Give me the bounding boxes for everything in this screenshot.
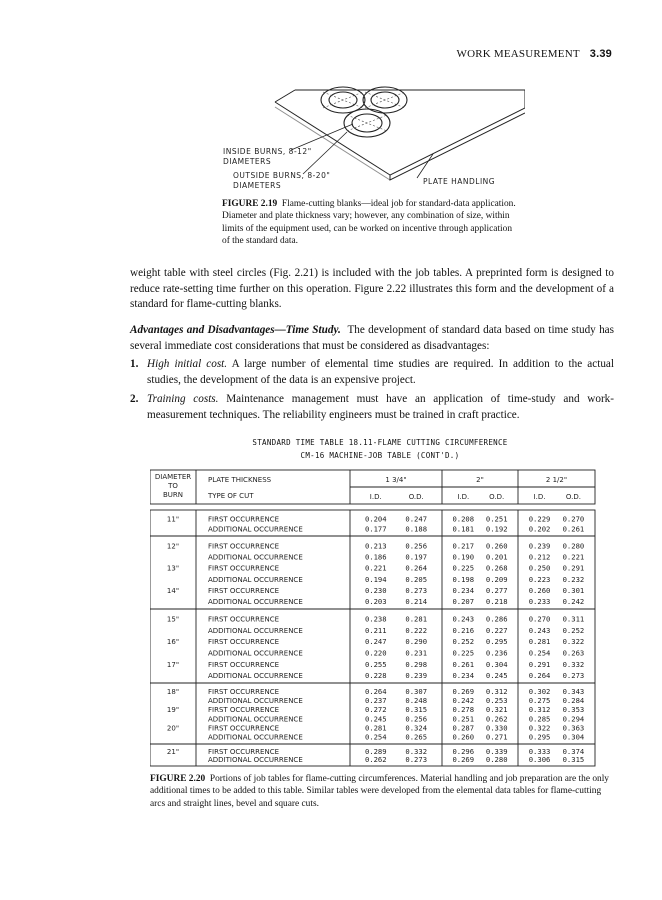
time-value-cell: 0.194 [364, 574, 387, 584]
time-value-cell: 0.295 [528, 732, 551, 742]
time-value-cell: 0.304 [485, 659, 508, 669]
callout-outside-burns: OUTSIDE BURNS, 8-20" [233, 171, 331, 180]
time-value-cell: 0.343 [562, 686, 585, 696]
time-value-cell: 0.260 [452, 732, 475, 742]
time-value-cell: 0.289 [364, 747, 387, 756]
time-value-cell: 0.264 [364, 686, 387, 696]
time-value-cell: 0.261 [452, 659, 475, 669]
time-value-cell: 0.256 [405, 541, 428, 551]
figure-2-19-illustration [205, 80, 525, 200]
time-value-cell: 0.233 [528, 597, 551, 607]
time-value-cell: 0.264 [405, 563, 428, 573]
time-value-cell: 0.333 [528, 747, 551, 756]
time-value-cell: 0.284 [562, 696, 585, 706]
time-value-cell: 0.332 [405, 747, 428, 756]
time-value-cell: 0.220 [364, 648, 387, 658]
type-of-cut-cell: FIRST OCCURRENCE [208, 638, 280, 647]
time-value-cell: 0.269 [452, 755, 475, 764]
hdr-burn: BURN [162, 491, 184, 499]
type-of-cut-cell: ADDITIONAL OCCURRENCE [208, 598, 303, 607]
time-value-cell: 0.322 [562, 637, 585, 647]
diameter-cell: 16" [166, 638, 180, 647]
time-value-cell: 0.186 [364, 552, 387, 562]
list-item-title: Training costs. [147, 393, 219, 405]
time-value-cell: 0.239 [405, 671, 428, 681]
type-of-cut-cell: ADDITIONAL OCCURRENCE [208, 626, 303, 635]
type-of-cut-cell: ADDITIONAL OCCURRENCE [208, 575, 303, 584]
time-value-cell: 0.177 [364, 524, 387, 534]
diameter-cell: 18" [166, 687, 180, 696]
time-value-cell: 0.245 [485, 671, 508, 681]
time-value-cell: 0.275 [528, 696, 551, 706]
diameter-cell: 13" [166, 564, 180, 573]
time-value-cell: 0.272 [364, 705, 387, 715]
time-value-cell: 0.211 [364, 625, 387, 635]
time-value-cell: 0.255 [364, 659, 387, 669]
hdr-plate-thickness: PLATE THICKNESS [208, 476, 272, 484]
figure-2-20-label: FIGURE 2.20 [150, 774, 206, 784]
time-value-cell: 0.271 [485, 732, 508, 742]
time-value-cell: 0.287 [452, 723, 475, 733]
thickness-header: 2" [476, 476, 484, 484]
time-value-cell: 0.262 [485, 714, 508, 724]
time-value-cell: 0.262 [364, 755, 387, 764]
type-of-cut-cell: ADDITIONAL OCCURRENCE [208, 715, 303, 724]
time-value-cell: 0.254 [528, 648, 551, 658]
time-value-cell: 0.239 [528, 541, 551, 551]
time-value-cell: 0.281 [528, 637, 551, 647]
time-value-cell: 0.208 [452, 514, 475, 524]
time-value-cell: 0.232 [562, 574, 585, 584]
col-id-header: I.D. [369, 493, 382, 501]
time-value-cell: 0.264 [528, 671, 551, 681]
type-of-cut-cell: FIRST OCCURRENCE [208, 587, 280, 596]
diameter-cell: 14" [166, 587, 180, 596]
callout-inside-diameters: DIAMETERS [223, 157, 272, 166]
diameter-cell: 19" [166, 706, 180, 715]
time-value-cell: 0.353 [562, 705, 585, 715]
table-title: STANDARD TIME TABLE 18.11-FLAME CUTTING CIRCUMFERENCE [252, 438, 508, 447]
paragraph-2-text: The development of standard data based on time study has several immediate cost considerations that must be considered as disadvantages: [130, 324, 615, 352]
time-value-cell: 0.201 [485, 552, 508, 562]
diameter-cell: 21" [166, 748, 180, 756]
time-value-cell: 0.312 [485, 686, 508, 696]
time-value-cell: 0.269 [452, 686, 475, 696]
time-value-cell: 0.234 [452, 671, 475, 681]
time-value-cell: 0.213 [364, 541, 387, 551]
figure-2-20-caption [150, 773, 610, 810]
time-value-cell: 0.304 [562, 732, 585, 742]
time-value-cell: 0.251 [452, 714, 475, 724]
time-value-cell: 0.223 [528, 574, 551, 584]
time-value-cell: 0.339 [485, 747, 508, 756]
time-value-cell: 0.238 [364, 614, 387, 624]
time-value-cell: 0.217 [452, 541, 475, 551]
time-value-cell: 0.330 [485, 723, 508, 733]
time-value-cell: 0.268 [485, 563, 508, 573]
time-value-cell: 0.273 [405, 586, 428, 596]
time-value-cell: 0.263 [562, 648, 585, 658]
time-value-cell: 0.197 [405, 552, 428, 562]
thickness-header: 2 1/2" [545, 476, 568, 484]
time-value-cell: 0.285 [528, 714, 551, 724]
time-value-cell: 0.270 [528, 614, 551, 624]
time-value-cell: 0.301 [562, 586, 585, 596]
time-value-cell: 0.181 [452, 524, 475, 534]
type-of-cut-cell: FIRST OCCURRENCE [208, 564, 280, 573]
time-value-cell: 0.188 [405, 524, 428, 534]
time-value-cell: 0.252 [562, 625, 585, 635]
section-heading: Advantages and Disadvantages—Time Study. [130, 324, 341, 336]
time-value-cell: 0.231 [405, 648, 428, 658]
time-value-cell: 0.248 [405, 696, 428, 706]
time-value-cell: 0.221 [562, 552, 585, 562]
time-value-cell: 0.321 [485, 705, 508, 715]
running-title: WORK MEASUREMENT [456, 48, 580, 60]
time-value-cell: 0.281 [364, 723, 387, 733]
time-value-cell: 0.229 [528, 514, 551, 524]
time-value-cell: 0.261 [562, 524, 585, 534]
time-value-cell: 0.280 [485, 755, 508, 764]
list-item-number: 2. [130, 393, 139, 405]
hdr-diameter: DIAMETER [154, 473, 192, 481]
type-of-cut-cell: ADDITIONAL OCCURRENCE [208, 733, 303, 742]
page-number: 3.39 [589, 48, 612, 60]
time-value-cell: 0.230 [364, 586, 387, 596]
col-id-header: I.D. [457, 493, 470, 501]
time-value-cell: 0.291 [562, 563, 585, 573]
time-value-cell: 0.214 [405, 597, 428, 607]
col-od-header: O.D. [565, 493, 581, 501]
type-of-cut-cell: ADDITIONAL OCCURRENCE [208, 697, 303, 706]
list-item-number: 1. [130, 358, 139, 370]
time-value-cell: 0.192 [485, 524, 508, 534]
diameter-cell: 17" [166, 660, 180, 669]
callout-inside-burns: INSIDE BURNS, 8-12" [223, 147, 312, 156]
type-of-cut-cell: ADDITIONAL OCCURRENCE [208, 525, 303, 534]
figure-2-19-caption [222, 198, 517, 248]
hdr-to: TO [168, 482, 178, 490]
type-of-cut-cell: FIRST OCCURRENCE [208, 615, 280, 624]
time-value-cell: 0.286 [485, 614, 508, 624]
time-value-cell: 0.324 [405, 723, 428, 733]
time-value-cell: 0.294 [562, 714, 585, 724]
time-value-cell: 0.291 [528, 659, 551, 669]
time-value-cell: 0.218 [485, 597, 508, 607]
time-value-cell: 0.202 [528, 524, 551, 534]
time-value-cell: 0.203 [364, 597, 387, 607]
time-value-cell: 0.225 [452, 648, 475, 658]
standard-time-table [150, 466, 600, 768]
time-value-cell: 0.332 [562, 659, 585, 669]
time-value-cell: 0.277 [485, 586, 508, 596]
type-of-cut-cell: ADDITIONAL OCCURRENCE [208, 649, 303, 658]
time-value-cell: 0.254 [364, 732, 387, 742]
time-value-cell: 0.216 [452, 625, 475, 635]
time-value-cell: 0.198 [452, 574, 475, 584]
time-value-cell: 0.374 [562, 747, 585, 756]
table-subtitle: CM-16 MACHINE-JOB TABLE (CONT'D.) [300, 451, 460, 460]
time-value-cell: 0.295 [485, 637, 508, 647]
time-value-cell: 0.290 [405, 637, 428, 647]
time-value-cell: 0.234 [452, 586, 475, 596]
type-of-cut-cell: FIRST OCCURRENCE [208, 515, 280, 524]
time-value-cell: 0.311 [562, 614, 585, 624]
time-value-cell: 0.243 [452, 614, 475, 624]
time-value-cell: 0.302 [528, 686, 551, 696]
type-of-cut-cell: ADDITIONAL OCCURRENCE [208, 756, 303, 764]
figure-2-19-label: FIGURE 2.19 [222, 199, 278, 209]
time-value-cell: 0.209 [485, 574, 508, 584]
type-of-cut-cell: FIRST OCCURRENCE [208, 706, 280, 715]
time-value-cell: 0.298 [405, 659, 428, 669]
figure-2-20-text: Portions of job tables for flame-cutting circumferences. Material handling and job preparation are the only additional times to be added to this table. Similar tables were developed from the elemental data tables for flame-cutting arcs and straight lines, bevel and square cuts. [150, 774, 609, 809]
time-value-cell: 0.205 [405, 574, 428, 584]
paragraph-2 [130, 323, 614, 354]
list-item-text: A large number of elemental time studies are required. In addition to the actual studies, the development of the data is an expensive project. [147, 358, 614, 386]
type-of-cut-cell: ADDITIONAL OCCURRENCE [208, 672, 303, 681]
diameter-cell: 12" [166, 542, 180, 551]
col-od-header: O.D. [489, 493, 505, 501]
list-item [130, 357, 614, 388]
time-value-cell: 0.270 [562, 514, 585, 524]
list-item-text: Maintenance management must have an application of time-study and work-measurement techniques. The reliability engineers must be trained in craft practice. [147, 393, 614, 421]
thickness-header: 1 3/4" [385, 476, 407, 484]
time-value-cell: 0.315 [405, 705, 428, 715]
col-id-header: I.D. [533, 493, 546, 501]
diameter-cell: 20" [166, 724, 180, 733]
time-value-cell: 0.247 [405, 514, 428, 524]
type-of-cut-cell: FIRST OCCURRENCE [208, 687, 280, 696]
time-value-cell: 0.222 [405, 625, 428, 635]
time-value-cell: 0.260 [485, 541, 508, 551]
time-value-cell: 0.253 [485, 696, 508, 706]
diameter-cell: 11" [166, 515, 180, 524]
paragraph-1: weight table with steel circles (Fig. 2.21) is included with the job tables. A preprinted form is designed to reduce rate-setting time further on this operation. Figure 2.22 illustrates this form and the development of a standard for flame-cutting blanks. [130, 267, 614, 310]
time-value-cell: 0.243 [528, 625, 551, 635]
type-of-cut-cell: ADDITIONAL OCCURRENCE [208, 553, 303, 562]
time-value-cell: 0.363 [562, 723, 585, 733]
type-of-cut-cell: FIRST OCCURRENCE [208, 724, 280, 733]
time-value-cell: 0.315 [562, 755, 585, 764]
time-value-cell: 0.307 [405, 686, 428, 696]
time-value-cell: 0.247 [364, 637, 387, 647]
time-value-cell: 0.322 [528, 723, 551, 733]
callout-outside-diameters: DIAMETERS [233, 181, 282, 190]
time-value-cell: 0.245 [364, 714, 387, 724]
figure-2-19-text: Flame-cutting blanks—ideal job for standard-data application. Diameter and plate thickness vary; however, any combination of size, within limits of the equipment used, can be worked on incentive through application of the standard data. [222, 199, 516, 247]
time-value-cell: 0.204 [364, 514, 387, 524]
disadvantages-list [130, 357, 614, 427]
list-item-title: High initial cost. [147, 358, 228, 370]
time-value-cell: 0.252 [452, 637, 475, 647]
time-value-cell: 0.280 [562, 541, 585, 551]
type-of-cut-cell: FIRST OCCURRENCE [208, 542, 280, 551]
time-value-cell: 0.228 [364, 671, 387, 681]
time-value-cell: 0.306 [528, 755, 551, 764]
time-value-cell: 0.225 [452, 563, 475, 573]
time-value-cell: 0.227 [485, 625, 508, 635]
type-of-cut-cell: FIRST OCCURRENCE [208, 748, 280, 756]
time-value-cell: 0.242 [562, 597, 585, 607]
time-value-cell: 0.212 [528, 552, 551, 562]
running-header [456, 48, 612, 60]
time-value-cell: 0.296 [452, 747, 475, 756]
time-value-cell: 0.260 [528, 586, 551, 596]
time-value-cell: 0.236 [485, 648, 508, 658]
time-value-cell: 0.190 [452, 552, 475, 562]
time-value-cell: 0.278 [452, 705, 475, 715]
list-item [130, 392, 614, 423]
time-value-cell: 0.265 [405, 732, 428, 742]
time-value-cell: 0.251 [485, 514, 508, 524]
time-value-cell: 0.273 [405, 755, 428, 764]
time-value-cell: 0.221 [364, 563, 387, 573]
col-od-header: O.D. [408, 493, 424, 501]
time-value-cell: 0.281 [405, 614, 428, 624]
time-value-cell: 0.250 [528, 563, 551, 573]
time-value-cell: 0.242 [452, 696, 475, 706]
diameter-cell: 15" [166, 615, 180, 624]
callout-plate-handling: PLATE HANDLING [423, 177, 496, 186]
type-of-cut-cell: FIRST OCCURRENCE [208, 660, 280, 669]
time-value-cell: 0.273 [562, 671, 585, 681]
hdr-type-of-cut: TYPE OF CUT [208, 492, 254, 500]
time-value-cell: 0.312 [528, 705, 551, 715]
time-value-cell: 0.256 [405, 714, 428, 724]
time-value-cell: 0.237 [364, 696, 387, 706]
time-value-cell: 0.207 [452, 597, 475, 607]
